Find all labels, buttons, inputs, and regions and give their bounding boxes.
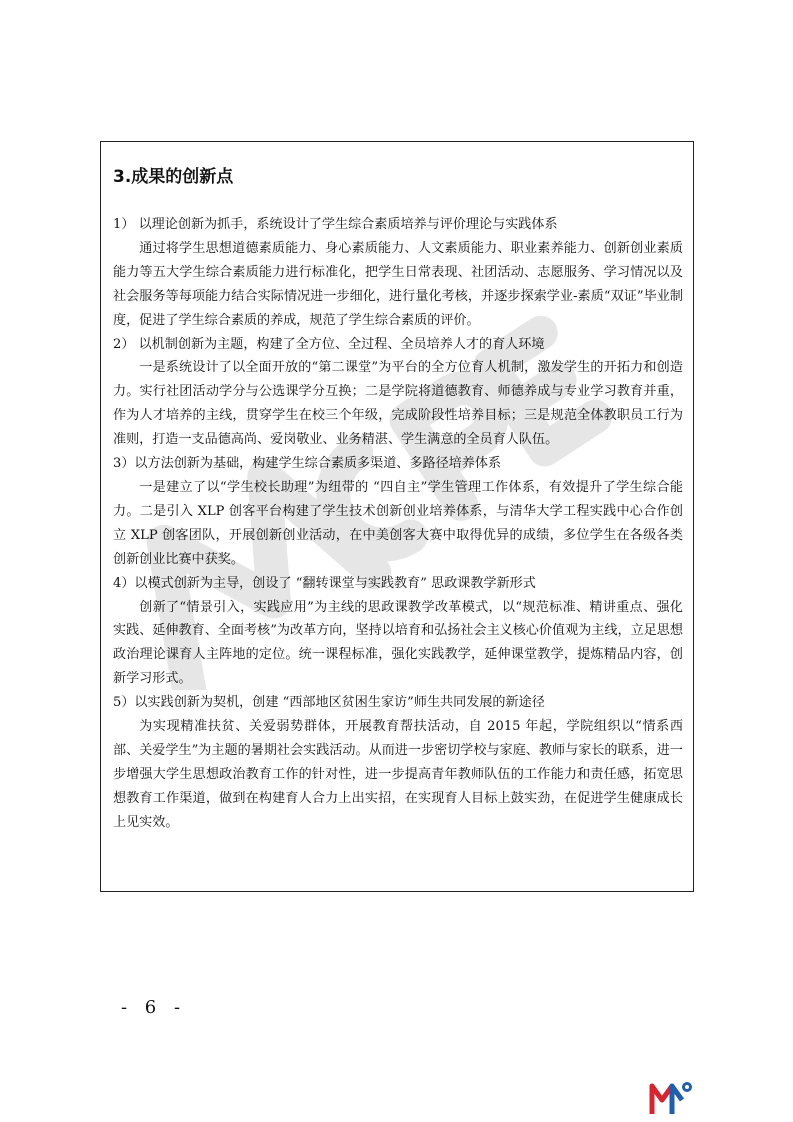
brand-logo-icon — [649, 1080, 693, 1116]
content-frame — [100, 141, 694, 892]
item-body: 通过将学生思想道德素质能力、身心素质能力、人文素质能力、职业素养能力、创新创业素质能力等五大学生综合素质能力进行标准化，把学生日常表现、社团活动、志愿服务、学习情况以及社会服务等每项能力结合实际情况进一步细化，进行量化考核，并逐步探索学业-素质“双证”毕业制度，促进了学生综合素质的养成，规范了学生综合素质的评价。 — [113, 240, 683, 328]
section-title: 3.成果的创新点 — [113, 167, 234, 187]
item-body: 一是系统设计了以全面开放的“第二课堂”为平台的全方位育人机制，激发学生的开拓力和创造力。实行社团活动学分与公选课学分互换；二是学院将道德教育、师德养成与专业学习教育并重，作为人才培养的主线，贯穿学生在校三个年级，完成阶段性培养目标；三是规范全体教职员工行为准则，打造一支品德高尚、爱岗敬业、业务精湛、学生满意的全员育人队伍。 — [113, 360, 683, 448]
item-body: 一是建立了以“学生校长助理”为纽带的 “四自主”学生管理工作体系，有效提升了学生综合能力。二是引入 XLP 创客平台构建了学生技术创新创业培养体系，与清华大学工程实践中心合作创立 XLP 创客团队，开展创新创业活动，在中美创客大赛中取得优异的成绩，多位学生在各级各类创新创业比赛中获奖。 — [113, 479, 683, 567]
item-body: 为实现精准扶贫、关爱弱势群体，开展教育帮扶活动，自 2015 年起，学院组织以“情系西部、关爱学生”为主题的暑期社会实践活动。从而进一步密切学校与家庭、教师与家长的联系，进一步增强大学生思想政治教育工作的针对性，进一步提高青年教师队伍的工作能力和责任感，拓宽思想教育工作渠道，做到在构建育人合力上出实招，在实现育人目标上鼓实劲，在促进学生健康成长上见实效。 — [113, 719, 683, 830]
item-heading: 2） 以机制创新为主题，构建了全方位、全过程、全员培养人才的育人环境 — [113, 336, 545, 352]
section-content — [113, 213, 683, 835]
item-heading: 4）以模式创新为主导，创设了 “翻转课堂与实践教育” 思政课教学新形式 — [113, 575, 536, 591]
item-heading: 3）以方法创新为基础，构建学生综合素质多渠道、多路径培养体系 — [113, 456, 502, 472]
item-body: 创新了“情景引入，实践应用”为主线的思政课教学改革模式，以“规范标准、精讲重点、强化实践、延伸教育、全面考核”为改革方向，坚持以培育和弘扬社会主义核心价值观为主线，立足思想政治理论课育人主阵地的定位。统一课程标准，强化实践教学，延伸课堂教学，提炼精品内容，创新学习形式。 — [113, 599, 683, 687]
page-number: - 6 - — [121, 997, 187, 1018]
item-heading: 5）以实践创新为契机，创建 “西部地区贫困生家访”师生共同发展的新途径 — [113, 695, 545, 711]
item-heading: 1） 以理论创新为抓手，系统设计了学生综合素质培养与评价理论与实践体系 — [113, 217, 558, 232]
